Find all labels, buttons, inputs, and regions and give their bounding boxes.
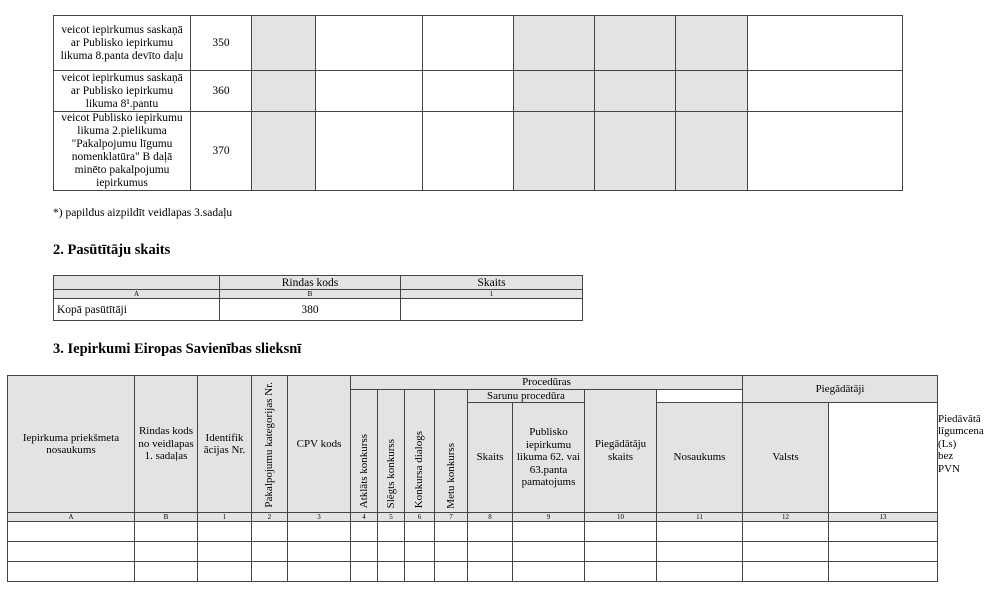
header-row-code: Rindas kods no veidlapas 1. sadaļas <box>135 376 198 513</box>
table-row <box>54 299 583 321</box>
column-letter: 8 <box>468 513 513 522</box>
column-letter: 6 <box>405 513 435 522</box>
column-letter: 1 <box>198 513 252 522</box>
header-supplier-name: Nosaukums <box>657 403 743 513</box>
header-supplier-country: Valsts <box>743 403 829 513</box>
column-letter: A <box>8 513 135 522</box>
header-suppliers: Piegādātāji <box>743 376 938 403</box>
header-subject: Iepirkuma priekšmeta nosaukums <box>8 376 135 513</box>
header-procedures: Procedūras <box>351 376 743 390</box>
table-row[interactable] <box>8 562 938 582</box>
header-blank <box>54 276 220 290</box>
row-code: 360 <box>191 71 252 112</box>
column-letter: 13 <box>829 513 938 522</box>
header-count: Skaits <box>401 276 583 290</box>
cell[interactable] <box>423 71 514 112</box>
cell <box>676 16 748 71</box>
cell <box>595 71 676 112</box>
row-label: veicot iepirkumus saskaņā ar Publisko iepirkumu likuma 8¹.pantu <box>54 71 191 112</box>
cell[interactable] <box>748 16 903 71</box>
cell[interactable] <box>252 16 316 71</box>
count-input-cell[interactable] <box>401 299 583 321</box>
header-ident: Identifik ācijas Nr. <box>198 376 252 513</box>
column-letter: 4 <box>351 513 378 522</box>
cell[interactable] <box>252 112 316 191</box>
column-letter: 12 <box>743 513 829 522</box>
cell <box>514 112 595 191</box>
header-closed-competition: Slēgts konkurss <box>378 389 405 513</box>
table-row[interactable] <box>8 522 938 542</box>
column-letter: A <box>54 290 220 299</box>
section-3-title: 3. Iepirkumi Eiropas Savienības slieksnī <box>53 341 302 357</box>
cell[interactable] <box>423 112 514 191</box>
row-label: Kopā pasūtītāji <box>54 299 220 321</box>
footnote: *) papildus aizpildīt veidlapas 3.sadaļu <box>53 207 233 219</box>
header-basis: Publisko iepirkumu likuma 62. vai 63.panta pamatojums <box>513 403 585 513</box>
cell[interactable] <box>316 71 423 112</box>
cell <box>676 71 748 112</box>
row-code: 370 <box>191 112 252 191</box>
row-label: veicot iepirkumus saskaņā ar Publisko iepirkumu likuma 8.panta devīto daļu <box>54 16 191 71</box>
column-letter: B <box>135 513 198 522</box>
row-code: 380 <box>220 299 401 321</box>
table-row[interactable] <box>8 542 938 562</box>
header-design-contest: Metu konkurss <box>435 389 468 513</box>
table-row <box>54 71 903 112</box>
column-letter: 1 <box>401 290 583 299</box>
eu-threshold-table: Iepirkuma priekšmeta nosaukums Rindas kods no veidlapas 1. sadaļas Identifik ācijas Nr. Pakalpojumu kategorijas Nr. CPV kods Procedūras Piegādātāji Piedāvātā līgumcena (Ls) bez PVN Atklāts konkurss Slēgts konkurss Konkursa dialogs Metu konkurss Sarunu procedūra Piegādātāju skaits Skaits Publisko iepirkumu likuma 62. vai 63.panta pamatojums Nosaukums Valsts A B 1 2 3 4 5 6 7 8 9 10 11 12 13 <box>7 375 938 582</box>
cell <box>595 16 676 71</box>
cell <box>514 71 595 112</box>
header-count: Skaits <box>468 403 513 513</box>
table-row <box>54 112 903 191</box>
header-negotiation: Sarunu procedūra <box>468 389 585 403</box>
cell <box>595 112 676 191</box>
column-letter: 5 <box>378 513 405 522</box>
cell[interactable] <box>748 112 903 191</box>
header-category: Pakalpojumu kategorijas Nr. <box>252 376 288 513</box>
header-open-competition: Atklāts konkurss <box>351 389 378 513</box>
column-letter: 7 <box>435 513 468 522</box>
header-suppliers-count: Piegādātāju skaits <box>585 389 657 513</box>
column-letter: 2 <box>252 513 288 522</box>
column-letter: 11 <box>657 513 743 522</box>
column-letter: 3 <box>288 513 351 522</box>
header-dialogue: Konkursa dialogs <box>405 389 435 513</box>
header-cpv: CPV kods <box>288 376 351 513</box>
row-label: veicot Publisko iepirkumu likuma 2.pielikuma "Pakalpojumu līgumu nomenklatūra" B daļā minēto pakalpojumu iepirkumus <box>54 112 191 191</box>
continuation-table <box>53 15 903 191</box>
row-code: 350 <box>191 16 252 71</box>
cell[interactable] <box>423 16 514 71</box>
customers-count-table <box>53 275 583 321</box>
cell[interactable] <box>252 71 316 112</box>
cell <box>676 112 748 191</box>
column-letter: 9 <box>513 513 585 522</box>
cell[interactable] <box>748 71 903 112</box>
column-letter: 10 <box>585 513 657 522</box>
table-row <box>54 16 903 71</box>
header-row-code: Rindas kods <box>220 276 401 290</box>
cell[interactable] <box>316 16 423 71</box>
column-letter: B <box>220 290 401 299</box>
cell[interactable] <box>316 112 423 191</box>
section-2-title: 2. Pasūtītāju skaits <box>53 242 171 258</box>
cell <box>514 16 595 71</box>
